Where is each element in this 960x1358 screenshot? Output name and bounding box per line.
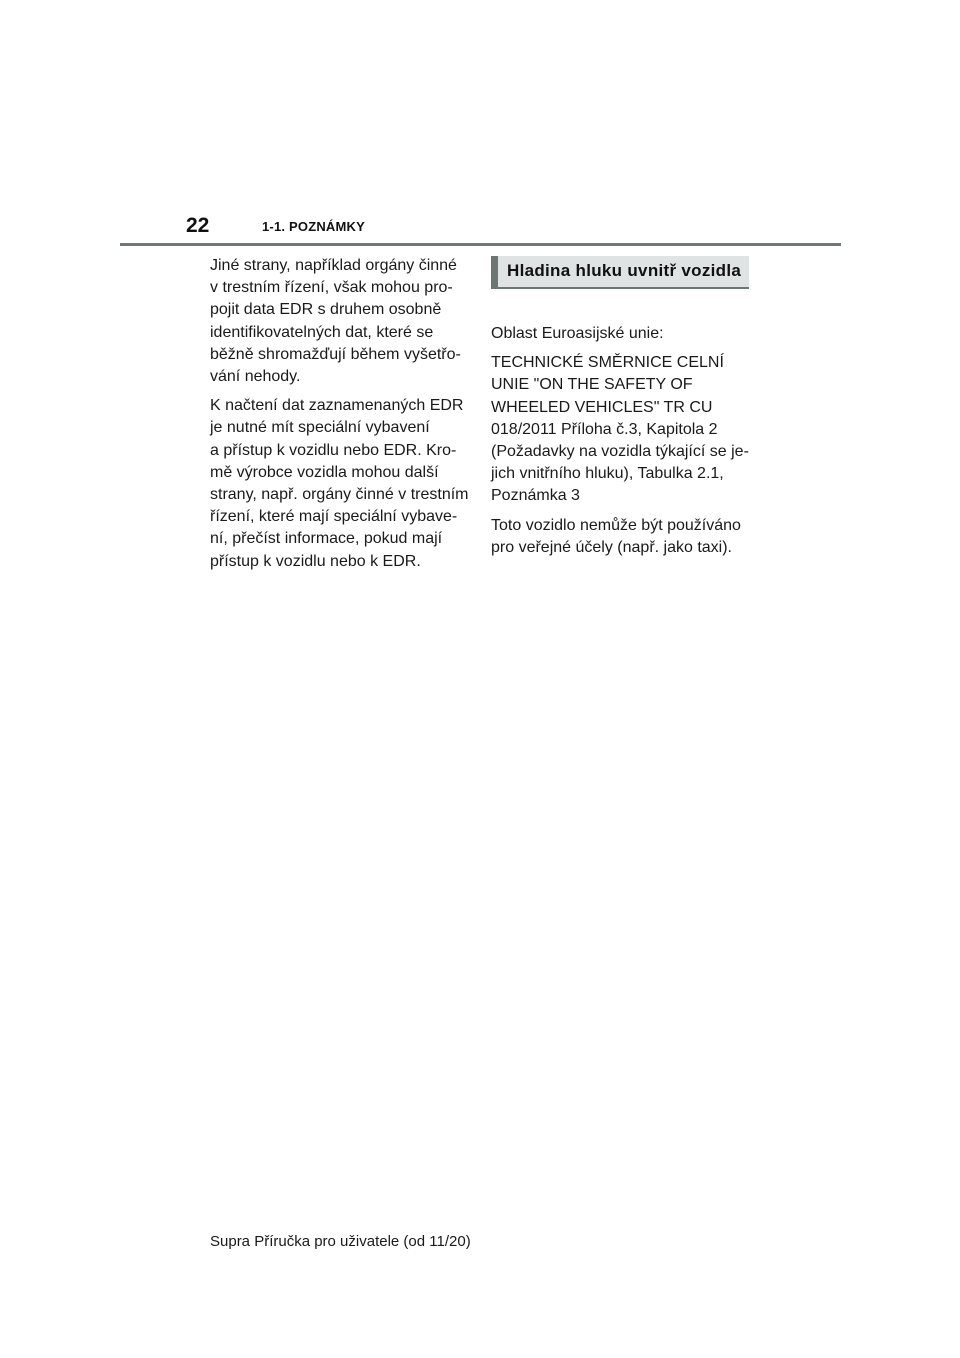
text-line: vání nehody. xyxy=(210,368,301,386)
text-line: (Požadavky na vozidla týkající se je- xyxy=(491,443,749,461)
paragraph xyxy=(210,255,470,388)
text-line: přístup k vozidlu nebo k EDR. xyxy=(210,552,421,570)
text-line: mě výrobce vozidla mohou další xyxy=(210,463,439,481)
text-line: identifikovatelných dat, které se xyxy=(210,323,434,341)
text-line: UNIE "ON THE SAFETY OF xyxy=(491,376,693,394)
text-line: je nutné mít speciální vybavení xyxy=(210,419,430,437)
paragraph xyxy=(491,352,751,507)
section-title: 1-1. POZNÁMKY xyxy=(262,219,366,234)
text-line: v trestním řízení, však mohou pro- xyxy=(210,279,453,297)
text-line: jich vnitřního hluku), Tabulka 2.1, xyxy=(491,465,724,483)
text-line: strany, např. orgány činné v trestním xyxy=(210,486,469,504)
section-heading-text: Hladina hluku uvnitř vozidla xyxy=(507,261,742,280)
text-line: K načtení dat zaznamenaných EDR xyxy=(210,397,464,415)
section-heading xyxy=(491,256,749,289)
text-line: Poznámka 3 xyxy=(491,487,580,505)
text-line: 018/2011 Příloha č.3, Kapitola 2 xyxy=(491,420,718,438)
text-line: řízení, které mají speciální vybave- xyxy=(210,508,458,526)
right-column xyxy=(491,323,751,566)
text-line: pro veřejné účely (např. jako taxi). xyxy=(491,538,732,556)
text-line: Jiné strany, například orgány činné xyxy=(210,257,457,274)
header-rule xyxy=(120,243,841,246)
text-line: běžně shromažďují během vyšetřo- xyxy=(210,345,461,363)
paragraph xyxy=(491,323,751,345)
page-number: 22 xyxy=(186,214,210,237)
text-line: pojit data EDR s druhem osobně xyxy=(210,301,442,319)
text-line: ní, přečíst informace, pokud mají xyxy=(210,530,443,548)
text-line: Oblast Euroasijské unie: xyxy=(491,325,664,342)
paragraph xyxy=(210,395,470,573)
left-column xyxy=(210,255,470,580)
paragraph xyxy=(491,515,751,559)
footer-text: Supra Příručka pro uživatele (od 11/20) xyxy=(210,1233,471,1250)
text-line: TECHNICKÉ SMĚRNICE CELNÍ xyxy=(491,354,724,372)
text-line: WHEELED VEHICLES" TR CU xyxy=(491,398,713,416)
text-line: a přístup k vozidlu nebo EDR. Kro- xyxy=(210,441,457,459)
text-line: Toto vozidlo nemůže být používáno xyxy=(491,516,741,534)
